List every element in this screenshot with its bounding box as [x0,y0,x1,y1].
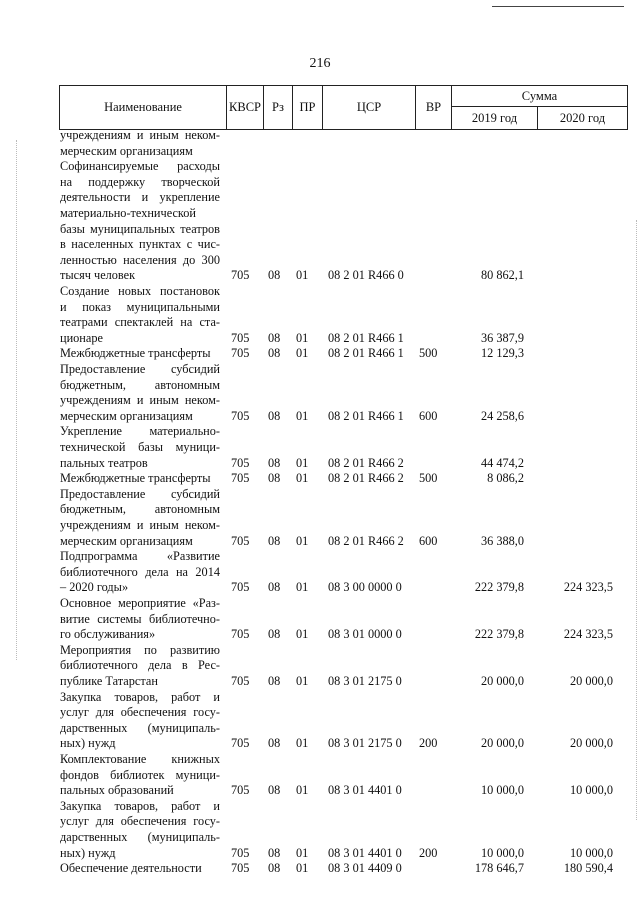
row-pr: 01 [296,580,309,595]
row-name-line: театрами спектаклей на ста- [60,315,220,330]
row-name [60,549,220,596]
table-row [0,346,640,362]
row-name-line: мерческим организациям [60,408,193,423]
row-rz: 08 [268,533,281,548]
row-name-line: мерческим организациям [60,533,193,548]
row-rz: 08 [268,580,281,595]
table-row [0,752,640,799]
row-name-line: библиотечного дела в Рес- [60,658,220,673]
row-vr: 600 [419,408,438,423]
header-pr: ПР [292,86,322,129]
row-pr: 01 [296,783,309,798]
row-vr: 200 [419,845,438,860]
row-name [60,159,220,284]
row-sum-2020: 224 323,5 [563,627,613,642]
table-row [0,128,640,159]
row-sum-2019: 178 646,7 [474,861,524,876]
row-pr: 01 [296,346,309,361]
row-name-line: деятельности и укрепление [60,190,220,205]
row-sum-2019: 12 129,3 [480,346,524,361]
row-name-line: в населенных пунктах с чис- [60,237,220,252]
row-name-line: Мероприятия по развитию [60,642,220,657]
header-name: Наименование [104,100,182,114]
header-kvsr: КВСР [226,86,263,129]
row-pr: 01 [296,845,309,860]
row-name-line: учреждениям и иным неком- [60,128,220,142]
row-name-line: материально-технической [60,205,196,220]
row-name-line: ленностью населения до 300 [60,252,220,267]
row-sum-2020: 20 000,0 [569,736,613,751]
row-name [60,284,220,346]
row-pr: 01 [296,533,309,548]
row-pr: 01 [296,861,309,876]
row-vr: 500 [419,471,438,486]
row-sum-2020: 224 323,5 [563,580,613,595]
row-sum-2019: 36 388,0 [480,533,524,548]
row-name [60,346,220,362]
row-rz: 08 [268,783,281,798]
row-rz: 08 [268,471,281,486]
table-row [0,362,640,424]
table-row [0,471,640,487]
row-csr: 08 2 01 R466 2 [328,533,404,548]
row-rz: 08 [268,736,281,751]
row-name [60,752,220,799]
row-vr: 500 [419,346,438,361]
row-sum-2019: 24 258,6 [480,408,524,423]
row-csr: 08 3 01 4409 0 [328,861,402,876]
row-pr: 01 [296,455,309,470]
row-kvsr: 705 [231,268,250,283]
row-sum-2019: 222 379,8 [474,627,524,642]
row-name-line: пальных образований [60,783,174,798]
row-csr: 08 3 01 4401 0 [328,845,402,860]
row-name-line: го обслуживания» [60,627,156,642]
row-name [60,643,220,690]
row-name-line: дарственных (муниципаль- [60,829,220,844]
row-csr: 08 3 01 2175 0 [328,673,402,688]
row-name-line: учреждениям и иным неком- [60,393,220,408]
row-kvsr: 705 [231,845,250,860]
row-kvsr: 705 [231,580,250,595]
row-sum-2019: 44 474,2 [480,455,524,470]
row-csr: 08 2 01 R466 1 [328,346,404,361]
row-name-line: Межбюджетные трансферты [60,471,211,486]
row-name-line: ных) нужд [60,736,116,751]
row-name [60,362,220,424]
table-row [0,643,640,690]
row-name-line: услуг для обеспечения госу- [60,814,220,829]
row-vr: 200 [419,736,438,751]
row-kvsr: 705 [231,627,250,642]
row-sum-2019: 20 000,0 [480,736,524,751]
row-name [60,799,220,861]
row-name-line: Основное мероприятие «Раз- [60,596,220,610]
row-rz: 08 [268,861,281,876]
row-name-line: – 2020 годы» [60,580,129,595]
header-vr: ВР [415,86,451,129]
row-pr: 01 [296,673,309,688]
row-name [60,424,220,471]
row-csr: 08 3 01 0000 0 [328,627,402,642]
row-sum-2019: 222 379,8 [474,580,524,595]
row-pr: 01 [296,268,309,283]
row-name [60,128,220,159]
row-name-line: мерческим организациям [60,143,193,158]
top-edge-line [492,6,624,7]
row-kvsr: 705 [231,736,250,751]
row-name-line: на поддержку творческой [60,174,220,189]
row-name-line: бюджетным, автономным [60,377,220,392]
row-sum-2019: 36 387,9 [480,330,524,345]
row-sum-2019: 10 000,0 [480,845,524,860]
row-csr: 08 2 01 R466 0 [328,268,404,283]
row-name-line: публике Татарстан [60,673,158,688]
row-sum-2019: 20 000,0 [480,673,524,688]
row-name-line: и показ муниципальными [60,299,220,314]
row-name-line: Закупка товаров, работ и [60,798,220,813]
row-sum-2020: 20 000,0 [569,673,613,688]
row-sum-2020: 180 590,4 [563,861,613,876]
row-name [60,596,220,643]
row-sum-2020: 10 000,0 [569,783,613,798]
row-sum-2020: 10 000,0 [569,845,613,860]
row-rz: 08 [268,455,281,470]
row-name [60,861,220,877]
row-name-line: Межбюджетные трансферты [60,346,211,361]
row-sum-2019: 80 862,1 [480,268,524,283]
row-name-line: витие системы библиотечно- [60,611,220,626]
row-pr: 01 [296,627,309,642]
row-name [60,690,220,752]
row-pr: 01 [296,330,309,345]
table-row [0,690,640,752]
row-kvsr: 705 [231,861,250,876]
row-name-line: ционаре [60,330,103,345]
row-pr: 01 [296,736,309,751]
table-row [0,861,640,877]
row-pr: 01 [296,408,309,423]
row-name-line: бюджетным, автономным [60,502,220,517]
row-csr: 08 3 00 0000 0 [328,580,402,595]
row-name-line: Предоставление субсидий [60,486,220,501]
table-row [0,424,640,471]
table-row [0,159,640,284]
row-name-line: Обеспечение деятельности [60,861,202,876]
table-row [0,799,640,861]
row-name-line: базы муниципальных театров [60,221,220,236]
row-rz: 08 [268,268,281,283]
row-name-line: дарственных (муниципаль- [60,720,220,735]
row-csr: 08 3 01 2175 0 [328,736,402,751]
table-row [0,549,640,596]
row-name-line: фондов библиотек муници- [60,767,220,782]
row-name-line: библиотечного дела на 2014 [60,564,220,579]
row-name-line: тысяч человек [60,268,136,283]
row-csr: 08 2 01 R466 2 [328,455,404,470]
row-name-line: Комплектование книжных [60,752,220,766]
row-name-line: ных) нужд [60,845,116,860]
row-pr: 01 [296,471,309,486]
row-kvsr: 705 [231,471,250,486]
row-sum-2019: 8 086,2 [487,471,524,486]
row-name-line: Создание новых постановок [60,284,220,298]
row-kvsr: 705 [231,455,250,470]
row-name-line: Закупка товаров, работ и [60,689,220,704]
row-vr: 600 [419,533,438,548]
row-kvsr: 705 [231,346,250,361]
row-name [60,471,220,487]
header-sum: Сумма [451,86,627,107]
row-rz: 08 [268,673,281,688]
row-kvsr: 705 [231,408,250,423]
table-header [59,85,628,130]
row-name-line: услуг для обеспечения госу- [60,705,220,720]
row-name-line: Подпрограмма «Развитие [60,549,220,564]
header-2019: 2019 год [451,107,537,129]
row-name-line: пальных театров [60,455,148,470]
row-name-line: Предоставление субсидий [60,362,220,376]
header-rz: Рз [263,86,292,129]
header-2020: 2020 год [537,107,627,129]
row-name-line: технической базы муници- [60,439,220,454]
row-name-line: Софинансируемые расходы [60,159,220,174]
table-row [0,284,640,346]
row-csr: 08 2 01 R466 1 [328,408,404,423]
page-number: 216 [309,56,331,71]
row-rz: 08 [268,408,281,423]
row-kvsr: 705 [231,330,250,345]
row-kvsr: 705 [231,533,250,548]
row-name-line: учреждениям и иным неком- [60,517,220,532]
table-row [0,487,640,549]
row-rz: 08 [268,330,281,345]
row-kvsr: 705 [231,783,250,798]
row-csr: 08 2 01 R466 2 [328,471,404,486]
row-rz: 08 [268,627,281,642]
row-csr: 08 2 01 R466 1 [328,330,404,345]
row-name-line: Укрепление материально- [60,424,220,439]
row-csr: 08 3 01 4401 0 [328,783,402,798]
row-rz: 08 [268,346,281,361]
row-name [60,487,220,549]
row-kvsr: 705 [231,673,250,688]
table-row [0,596,640,643]
row-sum-2019: 10 000,0 [480,783,524,798]
row-rz: 08 [268,845,281,860]
header-csr: ЦСР [322,86,415,129]
